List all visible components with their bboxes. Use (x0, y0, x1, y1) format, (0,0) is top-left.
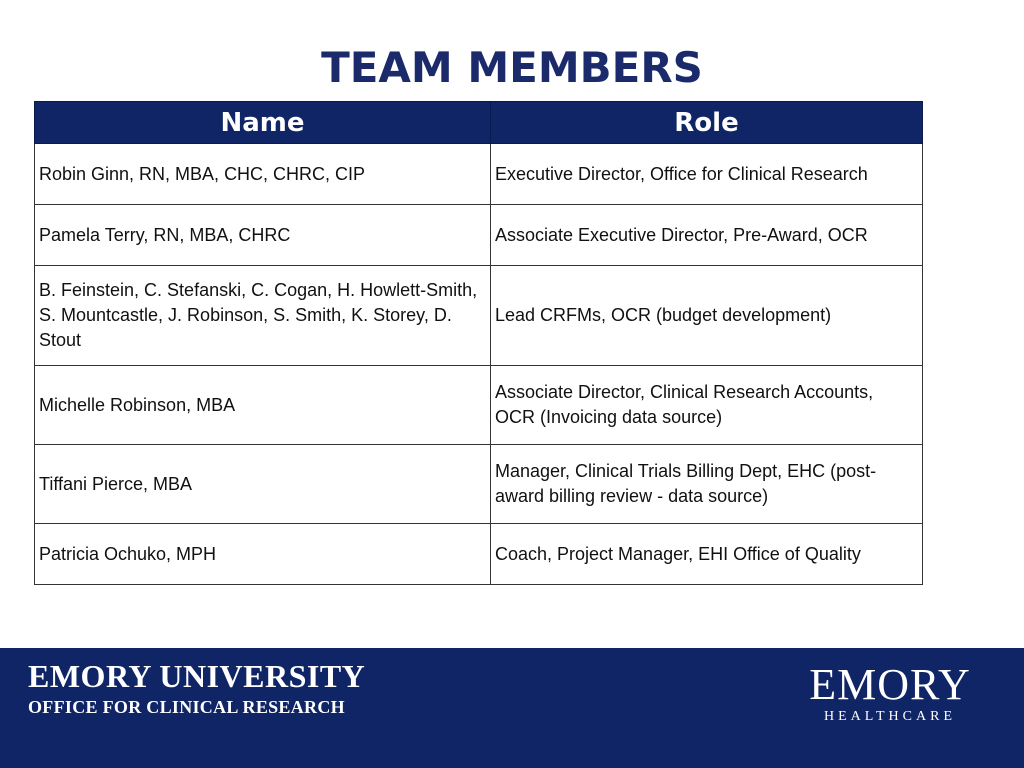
member-name: Michelle Robinson, MBA (35, 366, 491, 445)
footer-banner (0, 648, 1024, 768)
team-members-table (34, 101, 923, 585)
member-role: Coach, Project Manager, EHI Office of Quality (491, 524, 923, 585)
table-row (35, 524, 923, 585)
emory-healthcare-logo-wordmark: EMORY (809, 660, 971, 709)
member-name: Tiffani Pierce, MBA (35, 445, 491, 524)
column-header-role: Role (491, 102, 923, 144)
column-header-name: Name (35, 102, 491, 144)
table-row (35, 144, 923, 205)
member-name: Patricia Ochuko, MPH (35, 524, 491, 585)
member-role: Associate Executive Director, Pre-Award, OCR (491, 205, 923, 266)
university-name: EMORY UNIVERSITY (28, 658, 366, 694)
page-title: TEAM MEMBERS (321, 43, 703, 92)
table-row (35, 266, 923, 366)
emory-healthcare-logo-subtitle: HEALTHCARE (823, 709, 957, 724)
member-role: Executive Director, Office for Clinical Research (491, 144, 923, 205)
member-name: Pamela Terry, RN, MBA, CHRC (35, 205, 491, 266)
member-name: Robin Ginn, RN, MBA, CHC, CHRC, CIP (35, 144, 491, 205)
table-row (35, 205, 923, 266)
member-name: B. Feinstein, C. Stefanski, C. Cogan, H. Howlett-Smith, S. Mountcastle, J. Robinson, S. Smith, K. Storey, D. Stout (35, 266, 491, 366)
member-role: Associate Director, Clinical Research Accounts, OCR (Invoicing data source) (491, 366, 923, 445)
member-role: Lead CRFMs, OCR (budget development) (491, 266, 923, 366)
member-role: Manager, Clinical Trials Billing Dept, EHC (post-award billing review - data source) (491, 445, 923, 524)
table-row (35, 366, 923, 445)
table-header-row (35, 102, 923, 144)
office-name: OFFICE FOR CLINICAL RESEARCH (28, 697, 345, 717)
table-row (35, 445, 923, 524)
